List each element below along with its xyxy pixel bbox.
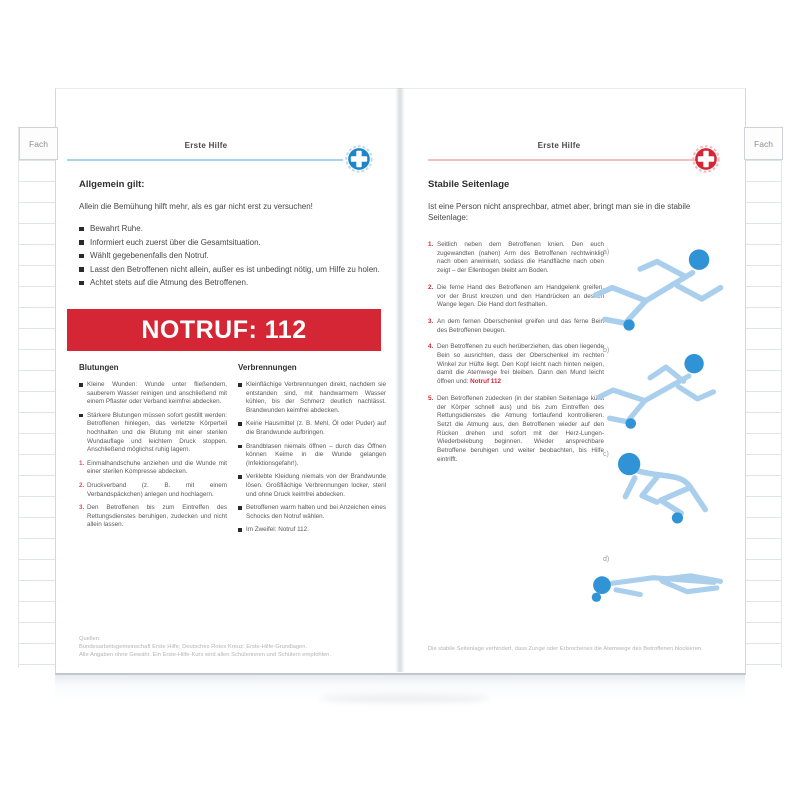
list-item xyxy=(79,482,227,499)
right-page xyxy=(400,88,746,675)
step-number: 1. xyxy=(79,459,85,467)
register-tab-right-label: Fach xyxy=(754,138,773,149)
right-header-rule xyxy=(428,159,698,161)
list-item: Kleine Wunden: Wunde unter fließendem, sauberem Wasser reinigen und anschließend mit einem Pflaster oder Verband keimfrei abdecken. xyxy=(79,381,227,407)
list-item xyxy=(79,504,227,530)
list-item: Achtet stets auf die Atmung des Betroffenen. xyxy=(79,277,384,290)
step-item xyxy=(428,318,604,335)
right-page-header: Erste Hilfe xyxy=(537,141,581,150)
footnote-line: Bundesarbeitsgemeinschaft Erste Hilfe; Deutsches Rotes Kreuz: Erste-Hilfe-Grundlagen. xyxy=(79,644,308,650)
ruled-backpage-left xyxy=(18,126,57,668)
emergency-number-banner: NOTRUF: 112 xyxy=(67,309,381,351)
spread-reflection-shadow xyxy=(320,694,490,703)
list-item-text: Einmalhandschuhe anziehen und die Wunde mit einer sterilen Kompresse abdecken. xyxy=(87,459,227,476)
left-page-footnotes xyxy=(79,635,379,659)
ruled-backpage-right xyxy=(743,126,782,668)
burns-column xyxy=(238,381,386,540)
list-item: Keine Hausmittel (z. B. Mehl, Öl oder Puder) auf die Brandwunde aufbringen. xyxy=(238,420,386,437)
general-rules-list xyxy=(79,223,384,291)
list-item: Verklebte Kleidung niemals von der Brandwunde lösen. Großflächige Verbrennungen locker, steril und ohne Druck keimfrei abdecken. xyxy=(238,473,386,499)
left-intro: Allein die Bemühung hilft mehr, als es gar nicht erst zu versuchen! xyxy=(79,202,313,211)
list-item: Betroffenen warm halten und bei Anzeichen eines Schocks den Notruf wählen. xyxy=(238,504,386,521)
step-number: 3. xyxy=(79,504,85,512)
step-text: Seitlich neben dem Betroffenen knien. Den euch zugewandten (nahen) Arm des Betroffenen rechtwinklig nach oben anwinkeln, sodass die Handfläche nach oben zeigt – der Ellenbogen bleibt am Boden. xyxy=(437,241,604,275)
right-intro: Ist eine Person nicht ansprechbar, atmet aber, bringt man sie in die stabile Seitenlage: xyxy=(428,202,691,222)
register-tab-right xyxy=(744,127,783,160)
step-item xyxy=(428,284,604,310)
step-number: 1. xyxy=(428,241,434,248)
footnote-line: Die stabile Seitenlage verhindert, dass Zunge oder Erbrochenes die Atemwege des Betroffenen blockieren. xyxy=(428,646,703,652)
step-text: Den Betroffenen zu euch herüberziehen, das oben liegende Bein so ausrichten, dass der Oberschenkel im rechten Winkel zur Hüfte liegt. Den Kopf leicht nach hinten neigen, damit die Atemwege frei bleiben. Dann den Mund leicht öffnen und: xyxy=(437,343,604,386)
left-page-header: Erste Hilfe xyxy=(184,141,228,150)
list-item: Wählt gegebenenfalls den Notruf. xyxy=(79,250,384,263)
register-tab-left xyxy=(19,127,58,160)
list-item: Lasst den Betroffenen nicht allein, außer es ist unbedingt nötig, um Hilfe zu holen. xyxy=(79,264,384,277)
figure-label-d: d) xyxy=(603,556,610,563)
recovery-step-c-illustration xyxy=(592,443,722,539)
step-number: 4. xyxy=(428,343,434,351)
step-item xyxy=(428,395,604,465)
recovery-step-a-illustration xyxy=(588,241,728,339)
left-page xyxy=(55,88,401,675)
first-aid-cross-icon-red xyxy=(692,145,720,173)
step-text: Den Betroffenen zudecken (in der stabilen Seitenlage kühlt der Körper schnell aus) und bis zum Eintreffen des Rettungsdienstes die Atmung fortlaufend kontrollieren. Setzt die Atmung aus, den Betroffenen wieder auf den Rücken drehen und sofort mit der Herz-Lungen-Wiederbelebung beginnen. Wieder ansprechbare Betroffene beruhigen und weiter beobachten, bis Hilfe eintrifft. xyxy=(437,394,604,463)
figure-label-a: a) xyxy=(603,249,610,256)
figure-label-b: b) xyxy=(603,347,610,354)
list-item-text: Den Betroffenen bis zum Eintreffen des Rettungsdienstes beruhigen, zudecken und nicht allein lassen. xyxy=(87,504,227,529)
right-page-footnote xyxy=(428,645,728,653)
recovery-position-steps xyxy=(428,241,604,472)
first-aid-cross-icon-blue xyxy=(345,145,373,173)
step-text: An dem fernen Oberschenkel greifen und das ferne Bein des Betroffenen beugen. xyxy=(437,317,604,334)
step-highlight: Notruf 112 xyxy=(470,378,501,386)
right-section-title: Stabile Seitenlage xyxy=(428,179,510,190)
footnote-line: Quellen: xyxy=(79,636,101,642)
footnote-line: Alle Angaben ohne Gewähr. Ein Erste-Hilfe-Kurs wird allen Schülerinnen und Schülern empfohlen. xyxy=(79,652,331,658)
list-item: Bewahrt Ruhe. xyxy=(79,223,384,236)
register-tab-left-label: Fach xyxy=(29,138,48,149)
step-number: 5. xyxy=(428,394,434,402)
list-item: Informiert euch zuerst über die Gesamtsituation. xyxy=(79,237,384,250)
list-item: Stärkere Blutungen müssen sofort gestillt werden: Betroffenen hinlegen, das verletzte Körperteil hochhalten und die Blutung mit einer sterilen Wundauflage und leichtem Druck stoppen. Anschließend möglichst ruhig lagern. xyxy=(79,412,227,455)
list-item xyxy=(79,460,227,477)
figure-label-c: c) xyxy=(603,451,609,458)
list-item: Brandblasen niemals öffnen – durch das Öffnen können Keime in die Wunde gelangen (Infektionsgefahr!). xyxy=(238,443,386,469)
step-number: 2. xyxy=(428,283,434,291)
step-number: 3. xyxy=(428,317,434,325)
left-section-title: Allgemein gilt: xyxy=(79,179,145,190)
left-header-rule xyxy=(67,159,343,161)
step-item xyxy=(428,343,604,387)
bleeding-column xyxy=(79,381,227,535)
column-title-bleeding: Blutungen xyxy=(79,363,119,372)
step-item xyxy=(428,241,604,276)
list-item-text: Druckverband (z. B. mit einem Verbandspäckchen) anlegen und hochlagern. xyxy=(87,481,227,498)
step-number: 2. xyxy=(79,481,85,489)
recovery-step-d-illustration xyxy=(588,549,728,611)
list-item: Kleinflächige Verbrennungen direkt, nachdem sie entstanden sind, mit handwarmem Wasser kühlen, bis der Schmerz deutlich nachlässt. Brandwunden keimfrei abdecken. xyxy=(238,381,386,415)
step-text: Die ferne Hand des Betroffenen am Handgelenk greifen, vor der Brust kreuzen und den Handrücken an dessen Wange legen. Die Hand dort festhalten. xyxy=(437,283,604,309)
list-item: Im Zweifel: Notruf 112. xyxy=(238,526,386,535)
spread-spine xyxy=(395,88,405,672)
column-title-burns: Verbrennungen xyxy=(238,363,297,372)
recovery-step-b-illustration xyxy=(592,339,724,435)
